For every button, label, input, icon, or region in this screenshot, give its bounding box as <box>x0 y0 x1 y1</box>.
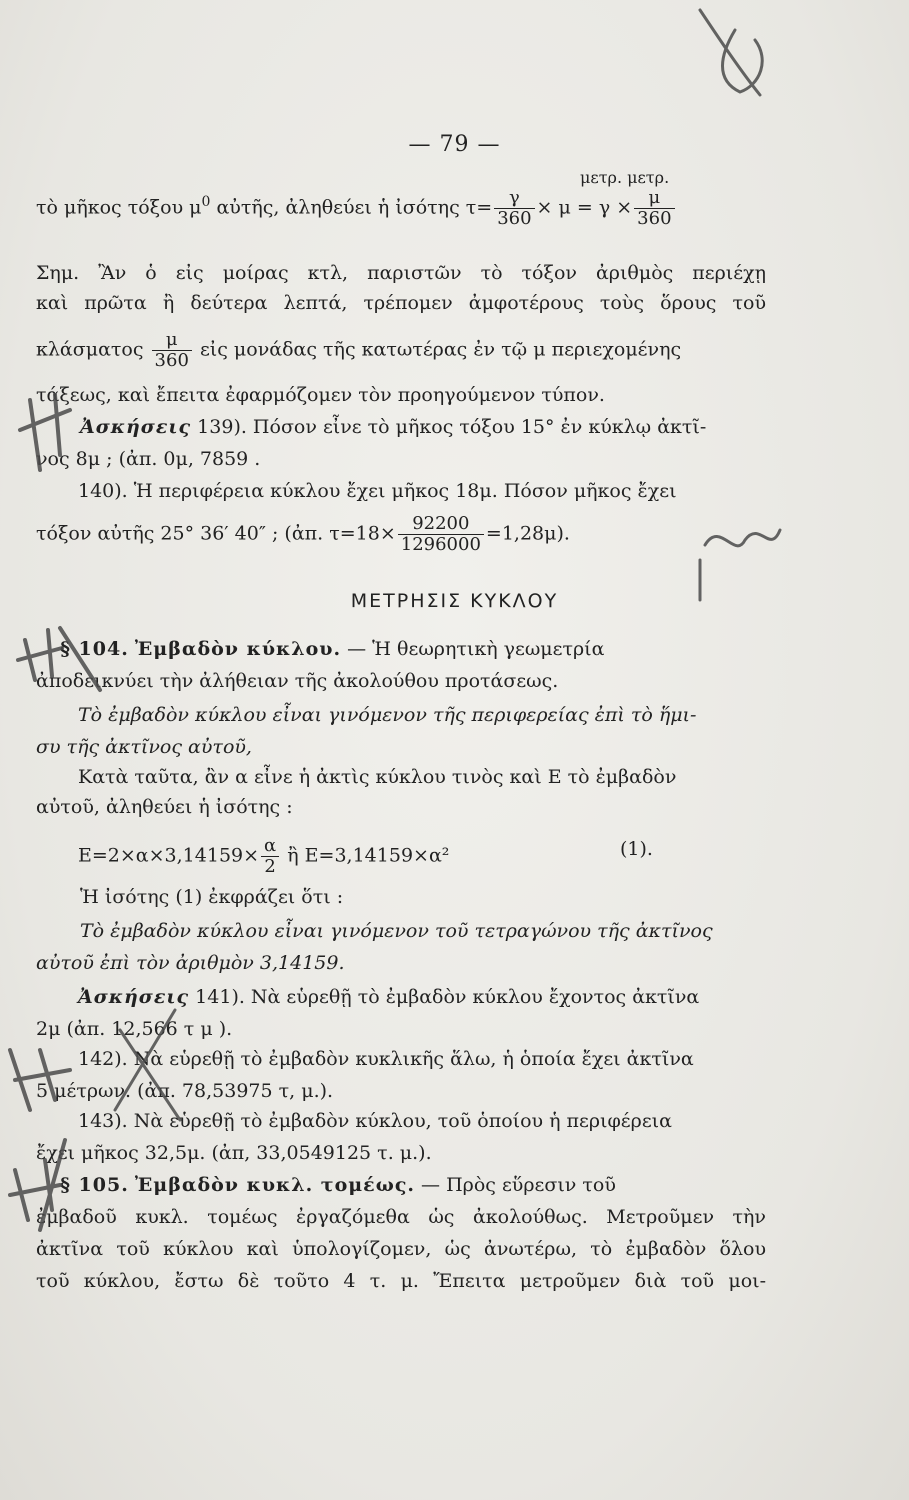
fraction-denominator: 360 <box>497 208 532 229</box>
text-segment: κλάσματος <box>36 338 144 361</box>
fraction-numerator: μ <box>634 188 674 209</box>
pencil-mark-margin-right <box>700 530 780 600</box>
text-line: ἀποδεικνύει τὴν ἀλήθειαν τῆς ἀκολούθου προτάσεως. <box>36 670 559 692</box>
formula-mid: × μ = γ × <box>536 196 633 219</box>
formula-sup: 0 <box>201 194 211 211</box>
paragraph-title: Ἐμβαδὸν κυκλ. τομέως. <box>134 1174 416 1196</box>
theorem-line: Τὸ ἐμβαδὸν κύκλου εἶναι γινόμενον τοῦ τετραγώνου τῆς ἀκτῖνος <box>80 920 713 942</box>
text-segment: — Ἡ θεωρητικὴ γεωμετρία <box>341 638 605 660</box>
page-number: — 79 — <box>408 132 501 157</box>
text-line: 142). Νὰ εὑρεθῇ τὸ ἐμβαδὸν κυκλικῆς ἅλω, ἡ ὁποία ἔχει ἀκτῖνα <box>78 1048 694 1070</box>
fraction-numerator: α <box>261 836 279 857</box>
equation-number: (1). <box>620 838 653 860</box>
text-line: ἔχει μῆκος 32,5μ. (ἀπ, 33,0549125 τ. μ.). <box>36 1142 432 1164</box>
fraction-numerator: γ <box>494 188 534 209</box>
formula-labels: μετρ. μετρ. <box>580 168 670 187</box>
pencil-mark-left-1 <box>20 395 70 470</box>
paragraph-title: Ἐμβαδὸν κύκλου. <box>134 638 342 660</box>
text-segment: εἰς μονάδας τῆς κατωτέρας ἐν τῷ μ περιεχομένης <box>199 338 682 361</box>
text-line: 5 μέτρων. (ἀπ. 78,53975 τ, μ.). <box>36 1080 334 1102</box>
text-segment: =1,28μ). <box>485 522 570 545</box>
text-line: ἀκτῖνα τοῦ κύκλου καὶ ὑπολογίζομεν, ὡς ἀνωτέρω, τὸ ἐμβαδὸν ὅλου <box>36 1238 766 1260</box>
text-line: Ἡ ἰσότης (1) ἐκφράζει ὅτι : <box>80 886 344 908</box>
paragraph-number: § 105. <box>60 1174 129 1196</box>
exercise-label: Ἀσκήσεις <box>78 986 190 1008</box>
pencil-mark-left-3 <box>10 1050 70 1110</box>
text-line: καὶ πρῶτα ἢ δεύτερα λεπτά, τρέπομεν ἀμφοτέρους τοὺς ὅρους τοῦ <box>36 292 766 314</box>
formula-lead: τὸ μῆκος τόξου μ <box>36 196 202 219</box>
fraction-numerator: 92200 <box>398 514 484 535</box>
text-line: Σημ. Ἂν ὁ εἰς μοίρας κτλ, παριστῶν τὸ τόξον ἀριθμὸς περιέχῃ <box>36 262 766 284</box>
equation-part: Ε=2×α×3,14159× <box>78 844 260 867</box>
text-segment: 141). Νὰ εὑρεθῇ τὸ ἐμβαδὸν κύκλου ἔχοντος ἀκτῖνα <box>189 986 700 1008</box>
section-heading: ΜΕΤΡΗΣΙΣ ΚΥΚΛΟΥ <box>350 590 559 612</box>
fraction-denominator: 2 <box>264 856 276 877</box>
text-segment: — Πρὸς εὕρεσιν τοῦ <box>415 1174 616 1196</box>
fraction-denominator: 360 <box>637 208 672 229</box>
text-line: Κατὰ ταῦτα, ἂν α εἶνε ἡ ἀκτὶς κύκλου τινὸς καὶ Ε τὸ ἐμβαδὸν <box>78 766 677 788</box>
pencil-scribble-top-right <box>700 10 762 95</box>
fraction-denominator: 360 <box>154 350 189 371</box>
paragraph-number: § 104. <box>60 638 129 660</box>
theorem-line: Τὸ ἐμβαδὸν κύκλου εἶναι γινόμενον τῆς περιφερείας ἐπὶ τὸ ἥμι- <box>78 704 697 726</box>
text-line: 140). Ἡ περιφέρεια κύκλου ἔχει μῆκος 18μ. Πόσον μῆκος ἔχει <box>78 480 677 502</box>
text-segment: τόξον αὐτῆς 25° 36′ 40″ ; (ἀπ. τ=18× <box>36 522 396 545</box>
fraction-denominator: 1296000 <box>400 534 481 555</box>
text-segment: 139). Πόσον εἶνε τὸ μῆκος τόξου 15° ἐν κύκλῳ ἀκτῖ- <box>191 416 707 438</box>
theorem-line: αὐτοῦ ἐπὶ τὸν ἀριθμὸν 3,14159. <box>36 952 345 974</box>
text-line: 2μ (ἀπ. 12,566 τ μ ). <box>36 1018 233 1040</box>
formula-tail: αὐτῆς, ἀληθεύει ἡ ἰσότης τ= <box>210 196 493 219</box>
pencil-mark-left-4 <box>10 1140 65 1230</box>
equation-part: ἢ Ε=3,14159×α² <box>287 844 450 867</box>
pencil-mark-left-2 <box>18 628 100 690</box>
theorem-line: συ τῆς ἀκτῖνος αὐτοῦ, <box>36 736 252 758</box>
fraction-numerator: μ <box>152 330 192 351</box>
text-line: αὐτοῦ, ἀληθεύει ἡ ἰσότης : <box>36 796 293 818</box>
text-line: 143). Νὰ εὑρεθῇ τὸ ἐμβαδὸν κύκλου, τοῦ ὁποίου ἡ περιφέρεια <box>78 1110 672 1132</box>
text-line: τοῦ κύκλου, ἔστω δὲ τοῦτο 4 τ. μ. Ἔπειτα μετροῦμεν διὰ τοῦ μοι- <box>36 1270 766 1292</box>
pencil-cross-center <box>115 1010 180 1120</box>
text-line: νος 8μ ; (ἀπ. 0μ, 7859 . <box>36 448 261 470</box>
text-line: ἐμβαδοῦ κυκλ. τομέως ἐργαζόμεθα ὡς ἀκολούθως. Μετροῦμεν τὴν <box>36 1206 766 1228</box>
exercise-label: Ἀσκήσεις <box>80 416 192 438</box>
text-line: τάξεως, καὶ ἔπειτα ἐφαρμόζομεν τὸν προηγούμενον τύπον. <box>36 384 605 406</box>
